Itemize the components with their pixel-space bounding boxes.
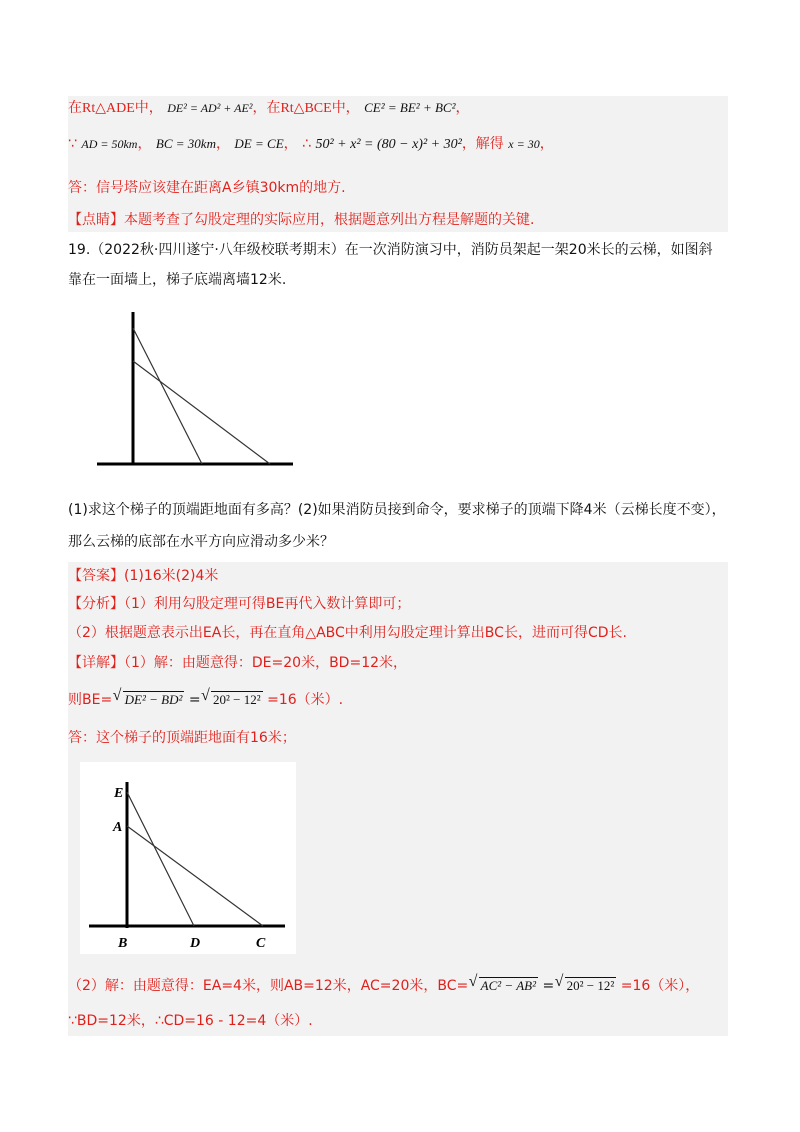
tag: 【点睛】 — [68, 212, 124, 228]
detail-text: （2）解：由题意得：EA=4米，则AB=12米，AC=20米，BC= — [68, 978, 469, 994]
analysis-line-2 — [68, 618, 728, 648]
part2-line-1 — [68, 966, 728, 1006]
ladder-before — [133, 328, 202, 464]
answer-text: 答：信号塔应该建在距离A乡镇30km的地方. — [68, 180, 346, 196]
prev-line-1 — [68, 96, 728, 120]
text: 在 — [68, 100, 82, 116]
ladder-after — [133, 361, 270, 464]
tag: 【详解】 — [68, 655, 124, 671]
tag: 【答案】 — [68, 568, 124, 584]
label-A: A — [113, 820, 123, 835]
equation: DE² = AD² + AE² — [167, 101, 253, 115]
prev-line-2: ∵ AD = 50km， BC = 30km， DE = CE， ∴ 50² + x² = (80 − x)² + 30²，解得 x = 30， — [68, 120, 728, 168]
comment-text: 本题考查了勾股定理的实际应用，根据题意列出方程是解题的关键. — [124, 212, 535, 228]
text: ， — [455, 100, 470, 116]
label-C: C — [256, 936, 266, 951]
answer-text: (1)16米(2)4米 — [124, 568, 219, 584]
label-B: B — [118, 936, 128, 951]
equation: BC = 30km — [155, 136, 216, 151]
symbol: ∴ — [302, 136, 312, 152]
subquestion-line-1 — [68, 500, 728, 520]
label-E: E — [114, 786, 124, 801]
question-line-1 — [68, 240, 728, 260]
analysis-line-1 — [68, 590, 728, 618]
detail-text: 则BE= — [68, 692, 113, 708]
math: Rt△ADE — [82, 101, 135, 116]
equation: CE² = BE² + BC² — [364, 100, 456, 115]
detail-text: =16（米）. — [267, 692, 344, 708]
equation: AD = 50km — [81, 137, 138, 151]
text: ， — [539, 136, 554, 152]
ladder-AC — [127, 826, 263, 926]
text: ，解得 — [461, 136, 504, 152]
subquestion-text: 那么云梯的底部在水平方向应滑动多少米？ — [68, 534, 334, 550]
text: 中， — [331, 100, 360, 116]
answer1-line — [68, 722, 728, 754]
symbol: ∵ — [68, 136, 77, 152]
equation: DE = CE — [234, 136, 284, 151]
equation: 50² + x² = (80 − x)² + 30² — [315, 137, 462, 152]
ladder-figure-1 — [90, 305, 300, 475]
text: 中， — [134, 100, 163, 116]
answer-line — [68, 562, 728, 590]
sqrt-expression: √ DE² − BD² — [123, 691, 185, 708]
detail-line-2 — [68, 678, 728, 722]
subquestion-line-2 — [68, 532, 728, 552]
question-text: 靠在一面墙上，梯子底端离墙12米. — [68, 272, 287, 288]
sqrt-expression: √ AC² − AB² — [479, 977, 538, 994]
text: ，在 — [252, 100, 281, 116]
math: Rt△BCE — [280, 101, 332, 116]
ladder-EC — [127, 792, 194, 926]
ladder-figure-2 — [80, 762, 296, 954]
detail-text: ∵BD=12米，∴CD=16 - 12=4（米）. — [68, 1013, 313, 1029]
detail-line-1 — [68, 648, 728, 678]
sqrt-expression: √ 20² − 12² — [211, 691, 263, 708]
answer-text: 答：这个梯子的顶端距地面有16米； — [68, 730, 296, 746]
analysis-text: （2）根据题意表示出EA长，再在直角△ABC中利用勾股定理计算出BC长，进而可得CD长. — [68, 625, 627, 641]
detail-text: （1）解：由题意得：DE=20米，BD=12米， — [124, 655, 408, 671]
detail-text: =16（米）， — [620, 978, 700, 994]
equals: = — [188, 692, 201, 708]
question-text: 在一次消防演习中，消防员架起一架20米长的云梯，如图斜 — [344, 242, 713, 258]
prev-comment — [68, 208, 728, 232]
part2-line-2 — [68, 1006, 728, 1036]
sqrt-expression: √ 20² − 12² — [565, 977, 617, 994]
analysis-text: （1）利用勾股定理可得BE再代入数计算即可； — [124, 596, 411, 612]
subquestion-text: (1)求这个梯子的顶端距地面有多高？(2)如果消防员接到命令，要求梯子的顶端下降4米（云梯长度不变）， — [68, 502, 726, 518]
equals: = — [542, 978, 555, 994]
prev-answer — [68, 168, 728, 208]
question-source: （2022秋·四川遂宁·八年级校联考期末） — [90, 242, 345, 258]
label-D: D — [190, 936, 201, 951]
question-number: 19. — [68, 242, 91, 258]
equation: x = 30 — [508, 137, 540, 151]
tag: 【分析】 — [68, 596, 124, 612]
question-line-2 — [68, 270, 728, 290]
